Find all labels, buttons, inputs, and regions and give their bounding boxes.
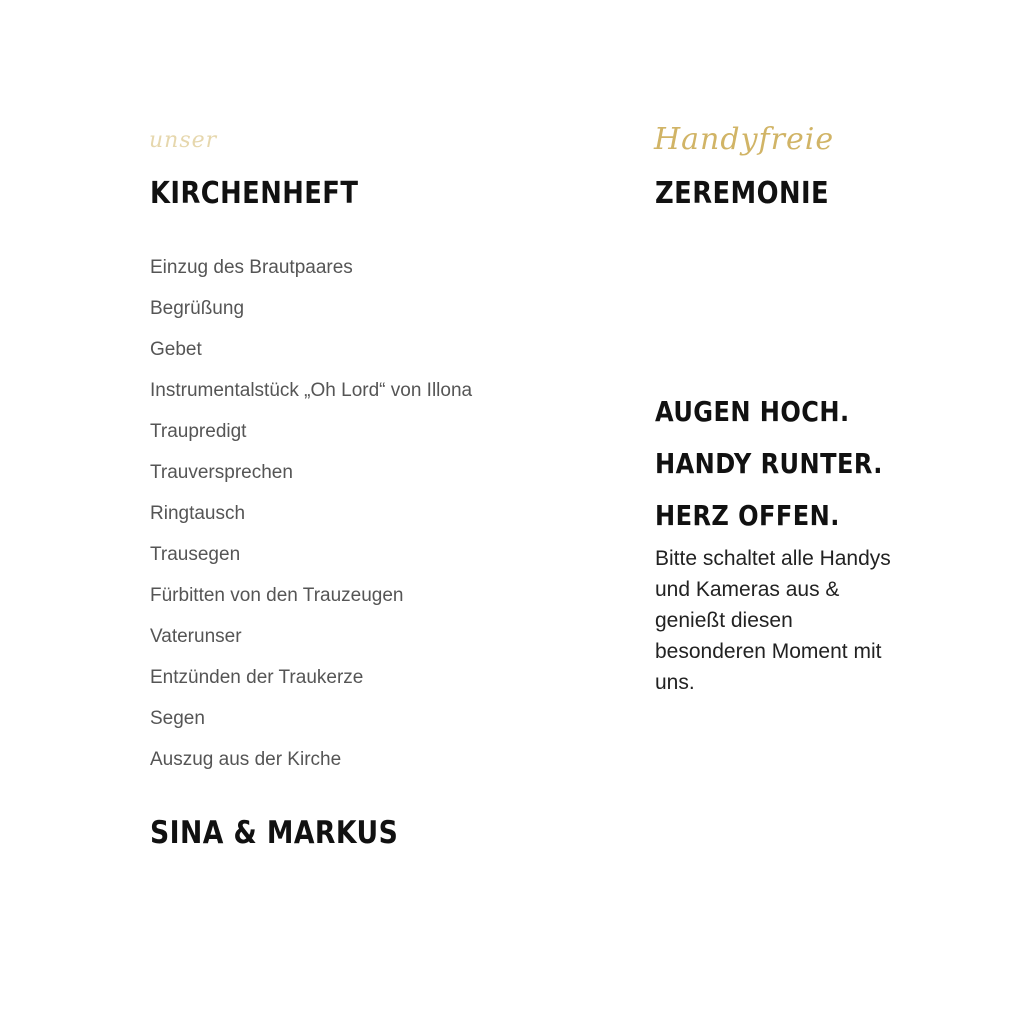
couple-names: SINA & MARKUS [150,815,399,851]
program-item: Entzünden der Traukerze [150,667,364,688]
program-item: Begrüßung [150,298,245,319]
motto-line: HANDY RUNTER. [655,447,883,480]
motto-line: HERZ OFFEN. [655,499,840,532]
program-item: Instrumentalstück „Oh Lord“ von Illona [150,380,473,401]
program-item: Vaterunser [150,626,242,647]
motto-list [655,394,920,550]
program-item: Trauversprechen [150,462,293,483]
title-zeremonie: ZEREMONIE [655,176,830,211]
program-item: Einzug des Brautpaares [150,257,353,278]
program-item: Gebet [150,339,202,360]
unplugged-note: Bitte schaltet alle Handys und Kameras aus & genießt diesen besonderen Moment mit uns. [655,547,891,694]
program-item: Segen [150,708,205,729]
title-kirchenheft: KIRCHENHEFT [150,176,359,211]
script-label-unser: unser [149,128,218,153]
script-label-handyfreie: Handyfreie [654,122,835,157]
program-item: Trausegen [150,544,241,565]
ceremony-program-list [150,256,472,789]
motto-line: AUGEN HOCH. [655,395,850,428]
program-item: Ringtausch [150,503,246,524]
program-item: Auszug aus der Kirche [150,749,342,770]
program-item: Traupredigt [150,421,247,442]
program-item: Fürbitten von den Trauzeugen [150,585,404,606]
